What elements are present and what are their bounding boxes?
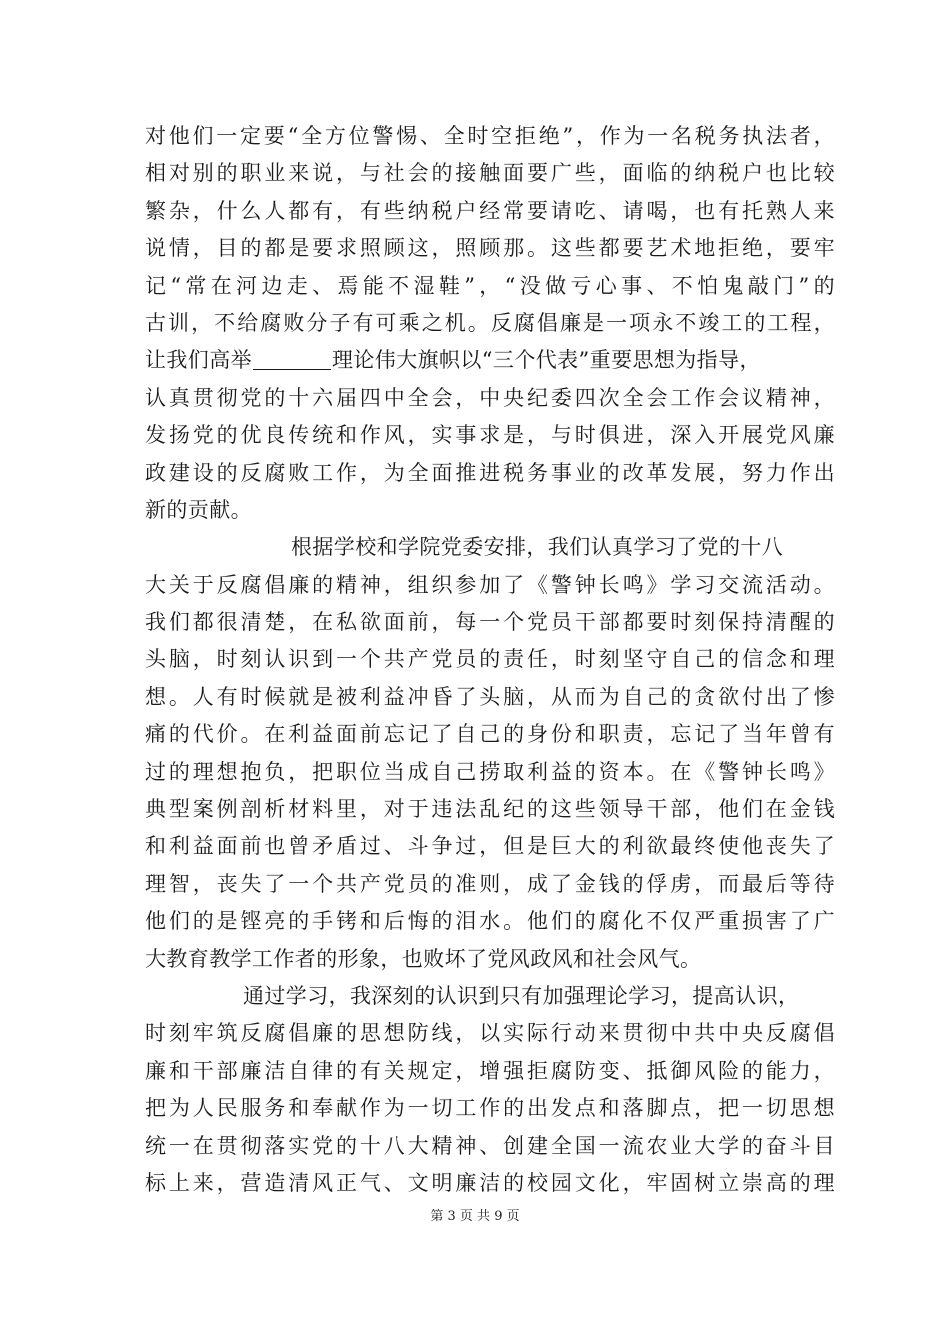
text-line: 想。人有时候就是被利益冲昏了头脑，从而为自己的贪欲付出了惨 — [145, 684, 835, 709]
paragraph-start-line: 通过学习，我深刻的认识到只有加强理论学习，提高认识， — [243, 983, 800, 1008]
text-line: 大关于反腐倡廉的精神，组织参加了《警钟长鸣》学习交流活动。 — [145, 572, 835, 597]
text-line: 繁杂，什么人都有，有些纳税户经常要请吃、请喝，也有托熟人来 — [145, 198, 835, 223]
text-segment: 理论伟大旗帜以“三个代表”重要思想为指导， — [332, 348, 761, 373]
text-line: 新的贡献。 — [145, 497, 252, 522]
text-line: 政建设的反腐败工作，为全面推进税务事业的改革发展，努力作出 — [145, 460, 835, 485]
fill-in-blank — [253, 347, 331, 370]
text-line: 时刻牢筑反腐倡廉的思想防线，以实际行动来贯彻中共中央反腐倡 — [145, 1021, 835, 1046]
text-line: 我们都很清楚，在私欲面前，每一个党员干部都要时刻保持清醒的 — [145, 610, 835, 635]
text-line: 相对别的职业来说，与社会的接触面要广些，面临的纳税户也比较 — [145, 161, 835, 186]
document-body — [145, 118, 835, 1202]
text-line: 理智，丧失了一个共产党员的准则，成了金钱的俘虏，而最后等待 — [145, 871, 835, 896]
text-line: 过的理想抱负，把职位当成自己捞取利益的资本。在《警钟长鸣》 — [145, 759, 835, 784]
text-line: 头脑，时刻认识到一个共产党员的责任，时刻坚守自己的信念和理 — [145, 647, 835, 672]
text-line: 记“常在河边走、焉能不湿鞋”，“没做亏心事、不怕鬼敲门”的 — [145, 273, 835, 298]
text-segment: 让我们高举 — [145, 348, 252, 373]
text-line: 大教育教学工作者的形象，也败坏了党风政风和社会风气。 — [145, 946, 702, 971]
text-line: 和利益面前也曾矛盾过、斗争过，但是巨大的利欲最终使他丧失了 — [145, 834, 835, 859]
text-line: 痛的代价。在利益面前忘记了自己的身份和职责，忘记了当年曾有 — [145, 722, 835, 747]
page-number-footer: 第 3 页 共 9 页 — [430, 1209, 520, 1224]
text-line: 标上来，营造清风正气、文明廉洁的校园文化，牢固树立崇高的理 — [145, 1170, 835, 1195]
text-line: 说情，目的都是要求照顾这，照顾那。这些都要艺术地拒绝，要牢 — [145, 236, 835, 261]
text-line: 他们的是铿亮的手铐和后悔的泪水。他们的腐化不仅严重损害了广 — [145, 909, 835, 934]
text-line: 认真贯彻党的十六届四中全会，中央纪委四次全会工作会议精神， — [145, 385, 835, 410]
text-line: 统一在贯彻落实党的十八大精神、创建全国一流农业大学的奋斗目 — [145, 1133, 835, 1158]
paragraph-start-line: 根据学校和学院党委安排，我们认真学习了党的十八 — [291, 535, 784, 560]
text-line-with-blank — [145, 342, 835, 379]
text-line: 廉和干部廉洁自律的有关规定，增强拒腐防变、抵御风险的能力， — [145, 1058, 835, 1083]
text-line: 古训，不给腐败分子有可乘之机。反腐倡廉是一项永不竣工的工程， — [145, 310, 835, 335]
text-line: 发扬党的优良传统和作风，实事求是，与时俱进，深入开展党风廉 — [145, 423, 835, 448]
text-line: 把为人民服务和奉献作为一切工作的出发点和落脚点，把一切思想 — [145, 1096, 835, 1121]
text-line: 对他们一定要“全方位警惕、全时空拒绝”，作为一名税务执法者， — [145, 124, 835, 148]
text-line: 典型案例剖析材料里，对于违法乱纪的这些领导干部，他们在金钱 — [145, 797, 835, 822]
